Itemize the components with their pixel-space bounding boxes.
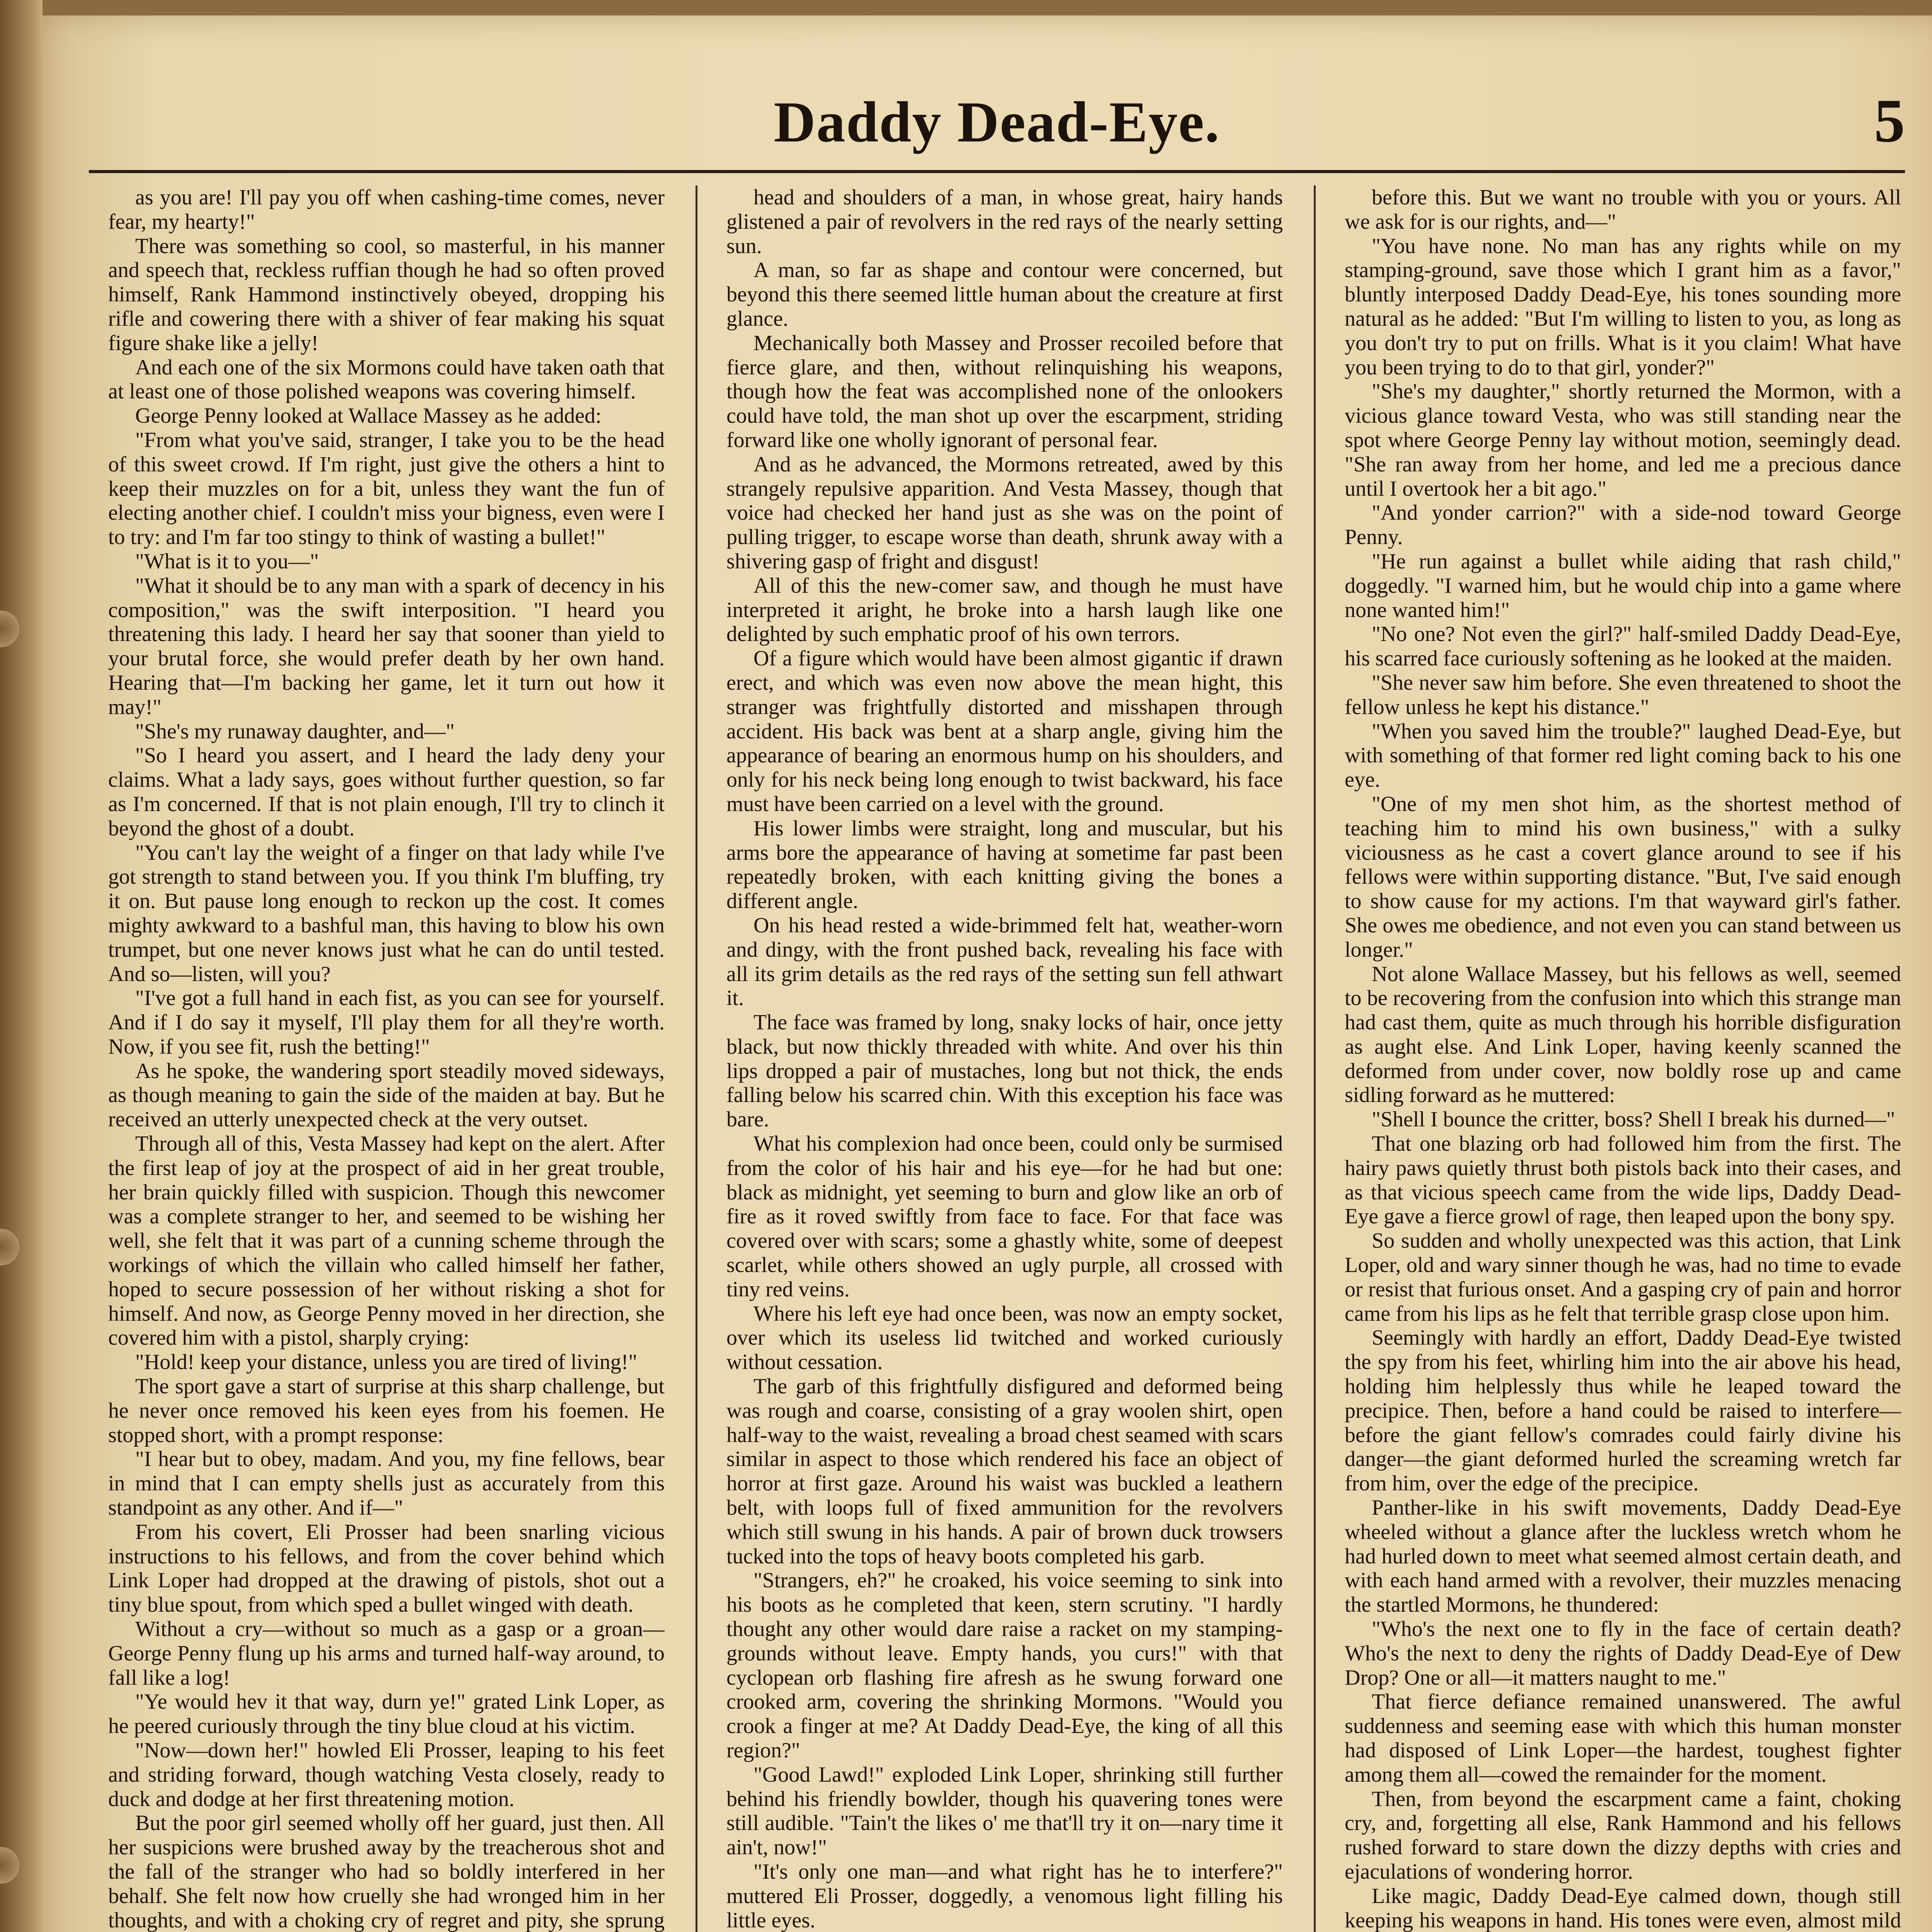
paragraph: Not alone Wallace Massey, but his fellows as well, seemed to be recovering from the confusion into which this strange man had cast them, quite as much through his horrible disfiguration as aught else. And Link Loper, having keenly scanned the deformed from under cover, now boldly rose up and came sidling forward as he muttered: (1345, 962, 1901, 1107)
paragraph: George Penny looked at Wallace Massey as he added: (135, 404, 602, 428)
paragraph: "Shell I bounce the critter, boss? Shell I break his durned—" (1372, 1107, 1895, 1132)
paragraph: That one blazing orb had followed him from the first. The hairy paws quietly thrust both pistols back into their cases, and as that vicious speech came from the wide lips, Daddy Dead-Eye gave a fierce growl of rage, then leaped upon the bony spy. (1345, 1132, 1901, 1229)
paragraph: A man, so far as shape and contour were concerned, but beyond this there seemed little human about the creature at first glance. (726, 258, 1283, 331)
paragraph: Without a cry—without so much as a gasp or a groan—George Penny flung up his arms and turned half-way around, to fall like a log! (108, 1617, 665, 1690)
paragraph: Seemingly with hardly an effort, Daddy Dead-Eye twisted the spy from his feet, whirling him into the air above his head, holding him helplessly thus while he leaped toward the precipice. Then, before a hand could be raised to interfere—before the giant fellow's comrades could fairly divine his danger—the giant deformed hurled the screaming wretch far from him, over the edge of the precipice. (1345, 1326, 1901, 1496)
paragraph: All of this the new-comer saw, and though he must have interpreted it aright, he broke into a harsh laugh like one delighted by such emphatic proof of his own terrors. (726, 573, 1283, 646)
paragraph: Through all of this, Vesta Massey had kept on the alert. After the first leap of joy at the prospect of aid in her great trouble, her brain quickly filled with suspicion. Though this newcomer was a complete stranger to her, and seemed to be wishing her well, she felt that it was part of a cunning scheme through the workings of which the villain who called himself her father, hoped to secure possession of her without risking a shot for himself. And now, as George Penny moved in her direction, she covered him with a pistol, sharply crying: (108, 1132, 665, 1350)
column-1 (108, 185, 665, 1932)
page-title: Daddy Dead-Eye. (774, 90, 1220, 154)
paragraph: "You have none. No man has any rights while on my stamping-ground, save those which I grant him as a favor," bluntly interposed Daddy Dead-Eye, his tones sounding more natural as he added: "But I'm willing to listen to you, as long as you don't try to put on frills. What is it you claim! What have you been trying to do to that girl, yonder?" (1345, 234, 1901, 379)
paragraph: head and shoulders of a man, in whose great, hairy hands glistened a pair of revolvers in the red rays of the nearly setting sun. (726, 185, 1283, 258)
paragraph: Then, from beyond the escarpment came a faint, choking cry, and, forgetting all else, Rank Hammond and his fellows rushed forward to stare down the dizzy depths with cries and ejaculations of wondering horror. (1345, 1787, 1901, 1884)
binding-hole (0, 1847, 19, 1884)
paragraph: "So I heard you assert, and I heard the lady deny your claims. What a lady says, goes without further question, so far as I'm concerned. If that is not plain enough, I'll try to clinch it beyond the ghost of a doubt. (108, 743, 665, 840)
paragraph: before this. But we want no trouble with you or yours. All we ask for is our rights, and—" (1345, 185, 1901, 234)
paragraph: "What it should be to any man with a spark of decency in his composition," was the swift interposition. "I heard you threatening this lady. I heard her say that sooner than yield to your brutal force, she would prefer death by her own hand. Hearing that—I'm backing her game, let it turn out how it may!" (108, 573, 665, 719)
paragraph: And as he advanced, the Mormons retreated, awed by this strangely repulsive apparition. And Vesta Massey, though that voice had checked her hand just as she was on the point of pulling trigger, to escape worse than death, shrunk away with a shivering gasp of fright and disgust! (726, 452, 1283, 573)
paragraph: "Now—down her!" howled Eli Prosser, leaping to his feet and striding forward, though watching Vesta closely, ready to duck and dodge at her first threatening motion. (108, 1738, 665, 1811)
paragraph: "It's only one man—and what right has he to interfere?" muttered Eli Prosser, doggedly, a venomous light filling his little eyes. (726, 1859, 1283, 1932)
paragraph: From his covert, Eli Prosser had been snarling vicious instructions to his fellows, and from the cover behind which Link Loper had dropped at the drawing of pistols, shot out a tiny blue spout, from which sped a bullet winged with death. (108, 1520, 665, 1617)
paragraph: That fierce defiance remained unanswered. The awful suddenness and seeming ease with which this human monster had disposed of Link Loper—the hardest, toughest fighter among them all—cowed the remainder for the moment. (1345, 1690, 1901, 1787)
paragraph: Mechanically both Massey and Prosser recoiled before that fierce glare, and then, without relinquishing his weapons, though how the feat was accomplished none of the onlookers could have told, the man shot up over the escarpment, striding forward like one wholly ignorant of personal fear. (726, 331, 1283, 452)
paragraph: The garb of this frightfully disfigured and deformed being was rough and coarse, consisting of a gray woolen shirt, open half-way to the waist, revealing a broad chest seamed with scars similar in aspect to those which rendered his face an object of horror at first gaze. Around his waist was buckled a leathern belt, with loops full of fixed ammunition for the revolvers which still swung in his hands. A pair of brown duck trowsers tucked into the tops of heavy boots completed his garb. (726, 1374, 1283, 1568)
paragraph: And each one of the six Mormons could have taken oath that at least one of those polished weapons was covering himself. (108, 355, 665, 404)
paragraph: On his head rested a wide-brimmed felt hat, weather-worn and dingy, with the front pushed back, revealing his face with all its grim details as the red rays of the setting sun fell athwart it. (726, 913, 1283, 1010)
page (43, 15, 1932, 1932)
column-divider (1314, 185, 1316, 1932)
paragraph: "I've got a full hand in each fist, as you can see for yourself. And if I do say it myself, I'll play them for all they're worth. Now, if you see fit, rush the betting!" (108, 986, 665, 1059)
paragraph: "She's my runaway daughter, and—" (135, 719, 455, 743)
paragraph: "No one? Not even the girl?" half-smiled Daddy Dead-Eye, his scarred face curiously softening as he looked at the maiden. (1345, 622, 1901, 671)
header-rule (89, 170, 1905, 173)
page-number: 5 (1874, 86, 1905, 155)
column-2 (726, 185, 1283, 1932)
paragraph: "Who's the next one to fly in the face of certain death? Who's the next to deny the rights of Daddy Dead-Eye of Dew Drop? One or all—it matters naught to me." (1345, 1617, 1901, 1690)
paragraph: as you are! I'll pay you off when cashing-time comes, never fear, my hearty!" (108, 185, 665, 234)
paragraph: "Strangers, eh?" he croaked, his voice seeming to sink into his boots as he completed that keen, stern scrutiny. "I hardly thought any other would dare raise a racket on my stamping-grounds without leave. Empty hands, you curs!" with that cyclopean orb flashing fire afresh as he swung forward one crooked arm, covering the shrinking Mormons. "Would you crook a finger at me? At Daddy Dead-Eye, the king of all this region?" (726, 1568, 1283, 1762)
paragraph: "He run against a bullet while aiding that rash child," doggedly. "I warned him, but he would chip into a game where none wanted him!" (1345, 549, 1901, 622)
paragraph: "When you saved him the trouble?" laughed Dead-Eye, but with something of that former red light coming back to his one eye. (1345, 719, 1901, 792)
paragraph: Like magic, Daddy Dead-Eye calmed down, though still keeping his weapons in hand. His tones were even, almost mild (1345, 1884, 1901, 1932)
page-header (89, 73, 1905, 182)
paragraph: "Good Lawd!" exploded Link Loper, shrinking still further behind his friendly bowlder, though his quavering tones were still audible. "Tain't the likes o' me that'll try it on—nary time it ain't, now!" (726, 1762, 1283, 1860)
paragraph: Panther-like in his swift movements, Daddy Dead-Eye wheeled without a glance after the luckless wretch whom he had hurled down to meet what seemed almost certain death, and with each hand armed with a revolver, their muzzles menacing the startled Mormons, he thundered: (1345, 1496, 1901, 1617)
paragraph: "Hold! keep your distance, unless you are tired of living!" (135, 1350, 638, 1374)
paragraph: So sudden and wholly unexpected was this action, that Link Loper, old and wary sinner though he was, had no time to evade or resist that furious onset. And a gasping cry of pain and horror came from his lips as he felt that terrible grasp close upon him. (1345, 1229, 1901, 1326)
paragraph: As he spoke, the wandering sport steadily moved sideways, as though meaning to gain the side of the maiden at bay. But he received an utterly unexpected check at the very outset. (108, 1059, 665, 1132)
paragraph: His lower limbs were straight, long and muscular, but his arms bore the appearance of having at sometime far past been repeatedly broken, with each knitting giving the bones a different angle. (726, 816, 1283, 913)
paragraph: The face was framed by long, snaky locks of hair, once jetty black, but now thickly threaded with white. And over his thin lips dropped a pair of mustaches, long but not thick, the ends falling below his scarred chin. With this exception his face was bare. (726, 1010, 1283, 1132)
paragraph: "One of my men shot him, as the shortest method of teaching him to mind his own business," with a sulky viciousness as he cast a covert glance around to see if his fellows were within supporting distance. "But, I've said enough to show cause for my actions. I'm that wayward girl's father. She owes me obedience, and not even you can stand between us longer." (1345, 792, 1901, 962)
text-columns (108, 185, 1901, 1932)
paragraph: "She's my daughter," shortly returned the Mormon, with a vicious glance toward Vesta, who was still standing near the spot where George Penny lay without motion, seemingly dead. "She ran away from her home, and led me a precious dance until I overtook her a bit ago." (1345, 379, 1901, 501)
paragraph: "I hear but to obey, madam. And you, my fine fellows, bear in mind that I can empty shells just as accurately from this standpoint as any other. And if—" (108, 1447, 665, 1520)
paragraph: "Ye would hev it that way, durn ye!" grated Link Loper, as he peered curiously through the tiny blue cloud at his victim. (108, 1690, 665, 1738)
binding-hole (0, 1229, 19, 1265)
binding-edge (0, 0, 43, 1932)
paragraph: "You can't lay the weight of a finger on that lady while I've got strength to stand between you. If you think I'm bluffing, try it on. But pause long enough to reckon up the cost. It comes mighty awkward to a bashful man, this having to blow his own trumpet, but one never knows just what he can do until tested. And so—listen, will you? (108, 840, 665, 986)
paragraph: "What is it to you—" (135, 549, 319, 573)
paragraph: What his complexion had once been, could only be surmised from the color of his hair and his eye—for he had but one: black as midnight, yet seeming to burn and glow like an orb of fire as it roved swiftly from face to face. For that face was covered over with scars; some a ghastly white, some of deepest scarlet, while others showed an ugly purple, all crossed with tiny red veins. (726, 1132, 1283, 1301)
paragraph: The sport gave a start of surprise at this sharp challenge, but he never once removed his keen eyes from his foemen. He stopped short, with a prompt response: (108, 1374, 665, 1447)
paragraph: "From what you've said, stranger, I take you to be the head of this sweet crowd. If I'm right, just give the others a hint to keep their muzzles on for a bit, unless they want the fun of electing another chief. I couldn't miss your bigness, even were I to try: and I'm far too stingy to think of wasting a bullet!" (108, 428, 665, 549)
column-3 (1345, 185, 1901, 1932)
paragraph: Where his left eye had once been, was now an empty socket, over which its useless lid twitched and worked curiously without cessation. (726, 1301, 1283, 1374)
paragraph: Of a figure which would have been almost gigantic if drawn erect, and which was even now above the mean hight, this stranger was frightfully distorted and misshapen through accident. His back was bent at a sharp angle, giving him the appearance of bearing an enormous hump on his shoulders, and only for his neck being long enough to twist backward, his face must have been carried on a level with the ground. (726, 646, 1283, 816)
paragraph: "She never saw him before. She even threatened to shoot the fellow unless he kept his distance." (1345, 670, 1901, 719)
paragraph: But the poor girl seemed wholly off her guard, just then. All her suspicions were brushed away by the treacherous shot and the fall of the stranger who had so boldly interfered in her behalf. She felt now how cruelly she had wronged him in her thoughts, and with a choking cry of regret and pity, she sprung (108, 1811, 665, 1932)
paragraph: "And yonder carrion?" with a side-nod toward George Penny. (1345, 501, 1901, 549)
paragraph: There was something so cool, so masterful, in his manner and speech that, reckless ruffian though he had so often proved himself, Rank Hammond instinctively obeyed, dropping his rifle and cowering there with a shiver of fear making his squat figure shake like a jelly! (108, 234, 665, 355)
column-divider (696, 185, 697, 1932)
binding-hole (0, 611, 19, 647)
